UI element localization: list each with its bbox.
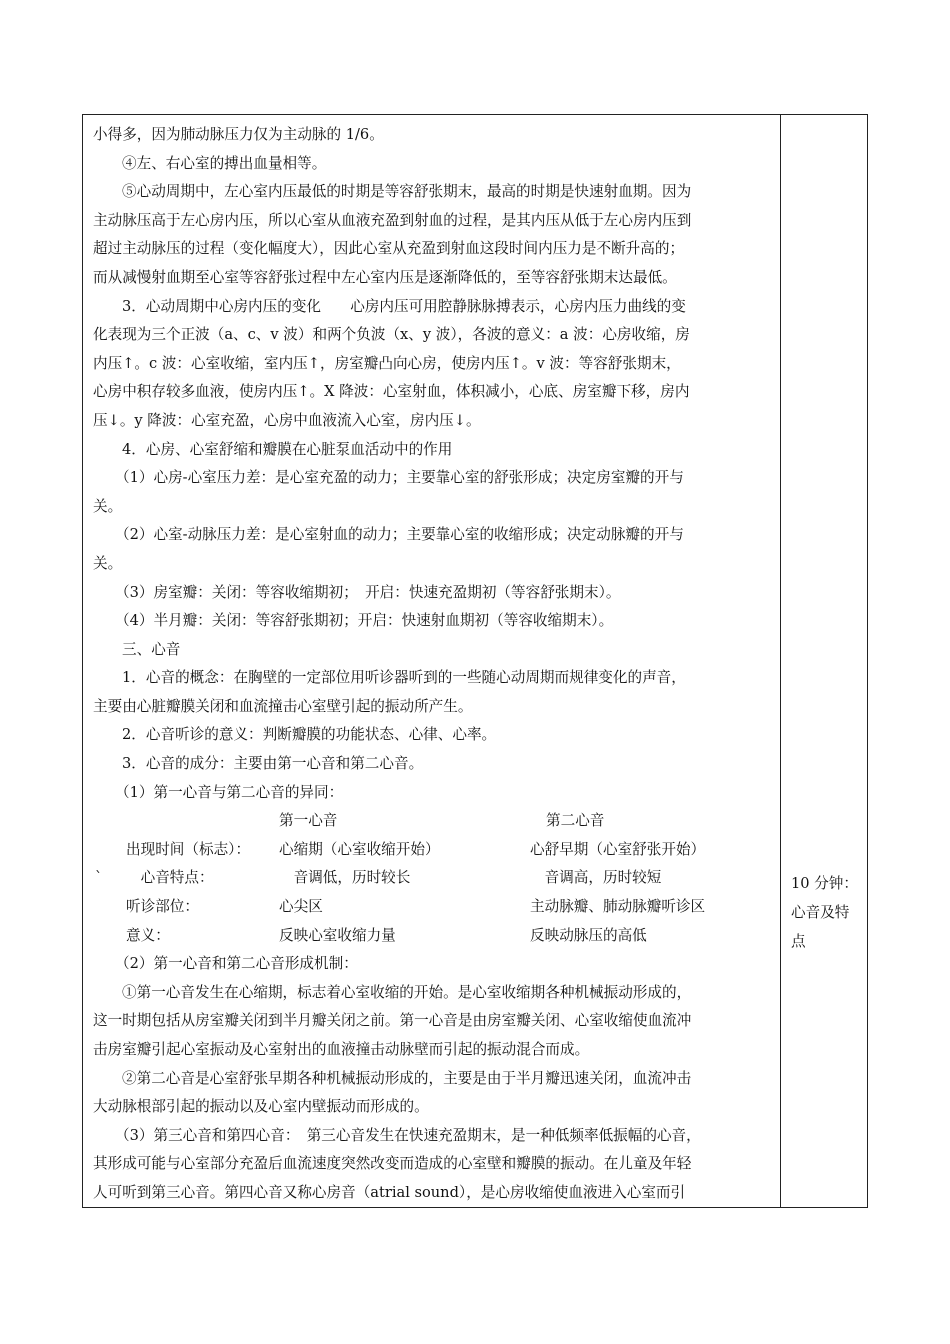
paragraph-line: 关。 <box>93 497 123 515</box>
row-label: 心音特点： <box>126 869 214 887</box>
comparison-header-row <box>93 807 773 836</box>
paragraph-line: ④左、右心室的搏出血量相等。 <box>122 154 327 172</box>
paragraph-line: 2．心音听诊的意义：判断瓣膜的功能状态、心律、心率。 <box>122 726 497 744</box>
row-first: 心尖区 <box>279 898 323 916</box>
paragraph-group-b <box>93 950 773 1207</box>
row-second: 主动脉瓣、肺动脉瓣听诊区 <box>530 898 706 916</box>
paragraph-line: 1．心音的概念：在胸壁的一定部位用听诊器听到的一些随心动周期而规律变化的声音， <box>122 669 686 687</box>
paragraph-line: 击房室瓣引起心室振动及心室射出的血液撞击动脉壁而引起的振动混合而成。 <box>93 1041 590 1058</box>
paragraph-line: （2）心室-动脉压力差：是心室射血的动力；主要靠心室的收缩形成；决定动脉瓣的开与 <box>115 526 684 544</box>
paragraph-line: 小得多，因为肺动脉压力仅为主动脉的 1/6。 <box>93 126 384 143</box>
row-second: 反映动脉压的高低 <box>530 926 647 944</box>
paragraph-line: ⑤心动周期中，左心室内压最低的时期是等容舒张期末，最高的时期是快速射血期。因为 <box>122 183 692 201</box>
paragraph-line: （3）房室瓣：关闭：等容收缩期初； 开启：快速充盈期初（等容舒张期末）。 <box>115 583 621 601</box>
paragraph-line: （4）半月瓣：关闭：等容舒张期初；开启：快速射血期初（等容收缩期末）。 <box>115 612 614 630</box>
paragraph-line: 3．心动周期中心房内压的变化 心房内压可用腔静脉脉搏表示，心房内压力曲线的变 <box>122 297 686 315</box>
time-note-line: 点 <box>791 933 806 950</box>
paragraph-line: 4．心房、心室舒缩和瓣膜在心脏泵血活动中的作用 <box>122 440 453 458</box>
paragraph-line: 压↓。y 降波：心室充盈，心房中血液流入心室，房内压↓。 <box>93 411 481 429</box>
row-second: 心舒早期（心室舒张开始） <box>530 840 706 858</box>
paragraph-line: 主动脉压高于左心房内压，所以心室从血液充盈到射血的过程，是其内压从低于左心房内压到 <box>93 211 692 229</box>
row-label: 出现时间（标志）： <box>126 840 251 858</box>
content-column <box>93 121 773 1208</box>
paragraph-line: 3．心音的成分：主要由第一心音和第二心音。 <box>122 755 424 773</box>
row-second: 音调高，历时较短 <box>530 869 662 887</box>
stray-mark: ` <box>95 869 103 887</box>
paragraph-line: （1）心房-心室压力差：是心室充盈的动力；主要靠心室的舒张形成；决定房室瓣的开与 <box>115 469 684 487</box>
paragraph-line: 大动脉根部引起的振动以及心室内壁振动而形成的。 <box>93 1098 429 1116</box>
paragraph-line: 化表现为三个正波（a、c、v 波）和两个负波（x、y 波），各波的意义：a 波：心房收缩，房 <box>93 326 690 344</box>
time-note-line: 心音及特 <box>791 904 850 921</box>
paragraph-group-a <box>93 121 773 807</box>
paragraph-line: 关。 <box>93 554 123 572</box>
paragraph-line: 内压↑。c 波：心室收缩，室内压↑，房室瓣凸向心房，使房内压↑。v 波：等容舒张期末， <box>93 354 681 372</box>
paragraph-line: （2）第一心音和第二心音形成机制： <box>115 955 358 973</box>
paragraph-line: ①第一心音发生在心缩期，标志着心室收缩的开始。是心室收缩期各种机械振动形成的， <box>122 983 692 1001</box>
header-first-sound: 第一心音 <box>279 812 338 830</box>
paragraph-line: ②第二心音是心室舒张早期各种机械振动形成的，主要是由于半月瓣迅速关闭，血流冲击 <box>122 1069 692 1087</box>
paragraph-line: （1）第一心音与第二心音的异同： <box>115 783 344 801</box>
row-label: 听诊部位： <box>126 898 199 916</box>
paragraph-line: 主要由心脏瓣膜关闭和血流撞击心室壁引起的振动所产生。 <box>93 697 473 715</box>
comparison-row <box>93 864 773 893</box>
heart-sound-comparison <box>93 807 773 950</box>
row-first: 音调低，历时较长 <box>279 869 411 887</box>
paragraph-line: （3）第三心音和第四心音： 第三心音发生在快速充盈期末，是一种低频率低振幅的心音， <box>115 1126 701 1144</box>
comparison-row <box>93 922 773 951</box>
paragraph-line: 其形成可能与心室部分充盈后血流速度突然改变而造成的心室壁和瓣膜的振动。在儿童及年轻 <box>93 1155 692 1173</box>
paragraph-line: 三、心音 <box>122 640 181 658</box>
header-second-sound: 第二心音 <box>546 812 605 830</box>
time-note-column <box>791 869 861 956</box>
paragraph-line: 这一时期包括从房室瓣关闭到半月瓣关闭之前。第一心音是由房室瓣关闭、心室收缩使血流冲 <box>93 1012 692 1030</box>
paragraph-line: 人可听到第三心音。第四心音又称心房音（atrial sound），是心房收缩使血液进入心室而引 <box>93 1183 686 1201</box>
row-first: 心缩期（心室收缩开始） <box>279 840 440 858</box>
column-divider <box>780 115 781 1207</box>
comparison-row <box>93 893 773 922</box>
time-note-line: 10 分钟： <box>791 875 858 892</box>
lesson-table <box>82 114 868 1208</box>
comparison-row <box>93 836 773 865</box>
paragraph-line: 超过主动脉压的过程（变化幅度大），因此心室从充盈到射血这段时间内压力是不断升高的； <box>93 240 685 258</box>
paragraph-line: 心房中积存较多血液，使房内压↑。X 降波：心室射血，体积减小，心底、房室瓣下移，房内 <box>93 383 690 401</box>
row-first: 反映心室收缩力量 <box>279 926 396 944</box>
row-label: 意义： <box>126 926 170 944</box>
paragraph-line: 而从减慢射血期至心室等容舒张过程中左心室内压是逐渐降低的，至等容舒张期末达最低。 <box>93 268 677 286</box>
